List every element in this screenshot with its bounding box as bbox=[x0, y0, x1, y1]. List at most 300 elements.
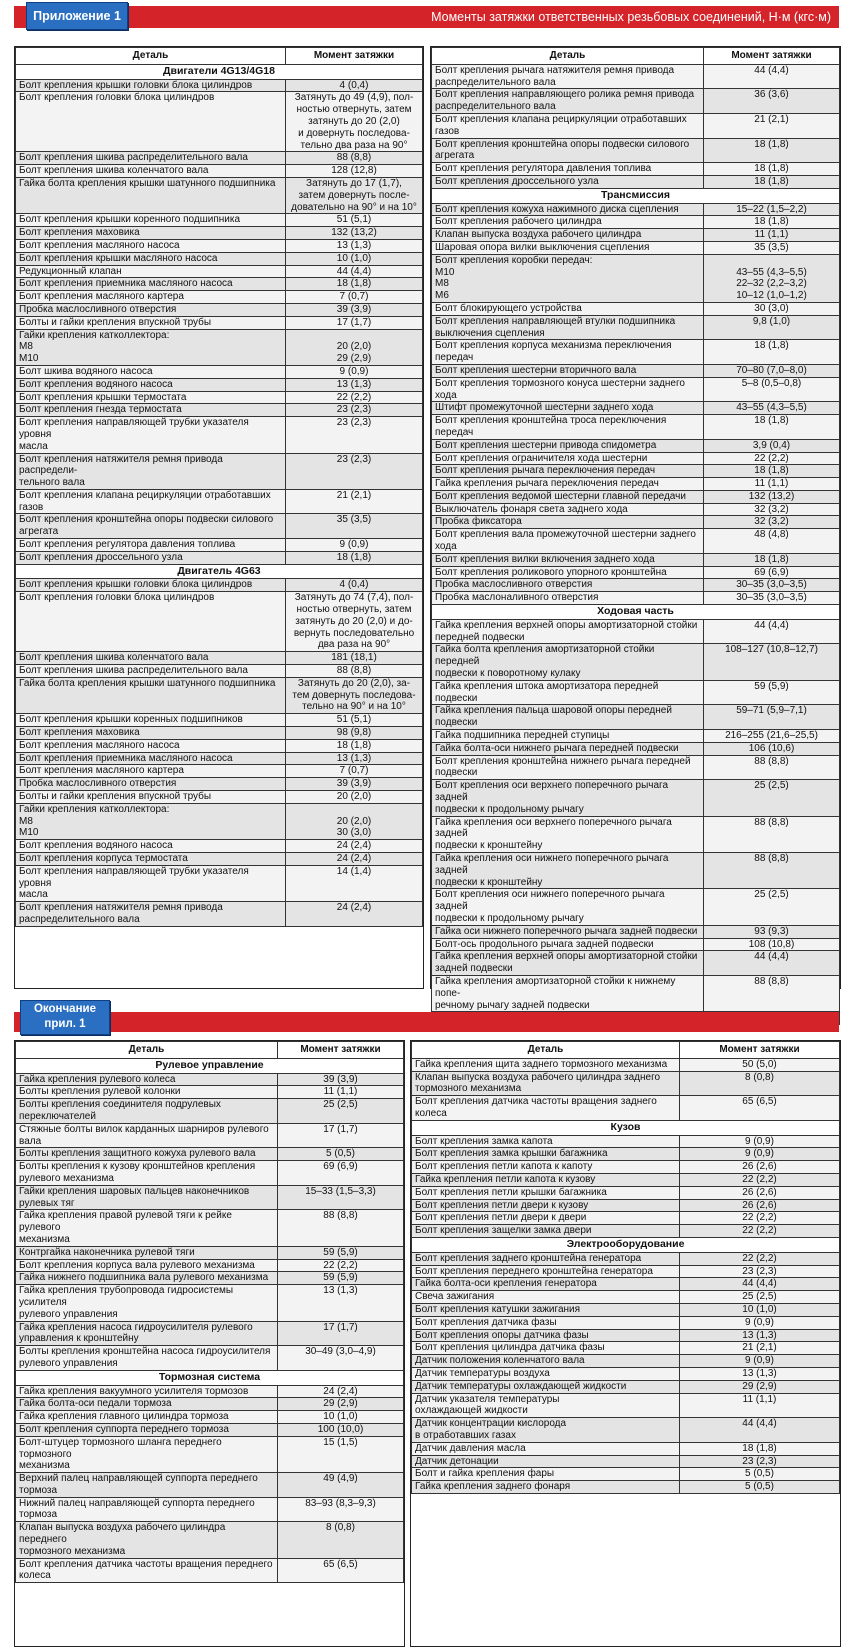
table-engines bbox=[14, 46, 424, 989]
torque-value: 23 (2,3) bbox=[286, 404, 423, 417]
table-row bbox=[412, 1316, 840, 1329]
section-title: Ходовая часть bbox=[432, 605, 840, 620]
table-row bbox=[16, 714, 423, 727]
table-row bbox=[16, 489, 423, 514]
table-row bbox=[16, 265, 423, 278]
part-name: Болт крепления рабочего цилиндра bbox=[432, 216, 704, 229]
table-row bbox=[412, 1380, 840, 1393]
torque-value: 18 (1,8) bbox=[704, 163, 840, 176]
part-name: Гайка болта-оси нижнего рычага передней подвески bbox=[432, 742, 704, 755]
part-name: Болт крепления приемника масляного насоса bbox=[16, 278, 286, 291]
torque-value: 30–35 (3,0–3,5) bbox=[704, 579, 840, 592]
torque-value: 13 (1,3) bbox=[278, 1285, 404, 1321]
part-name: Болт крепления регулятора давления топлива bbox=[432, 163, 704, 176]
continuation-header-bar bbox=[14, 1012, 839, 1032]
part-name: Болт крепления регулятора давления топлива bbox=[16, 539, 286, 552]
torque-value: 22 (2,2) bbox=[278, 1259, 404, 1272]
table-row bbox=[432, 644, 840, 680]
torque-value: 10 (1,0) bbox=[680, 1303, 840, 1316]
torque-value: 11 (1,1) bbox=[680, 1393, 840, 1418]
part-name: Болт крепления шестерни привода спидометра bbox=[432, 439, 704, 452]
torque-value: 132 (13,2) bbox=[704, 490, 840, 503]
appendix-title: Моменты затяжки ответственных резьбовых соединений, Н·м (кгс·м) bbox=[431, 10, 831, 24]
torque-value: 9 (0,9) bbox=[680, 1355, 840, 1368]
torque-value: 4 (0,4) bbox=[286, 579, 423, 592]
part-name: Болт крепления кронштейна нижнего рычага передней подвески bbox=[432, 755, 704, 780]
part-name: Болт крепления ограничителя хода шестерни bbox=[432, 452, 704, 465]
table-row bbox=[432, 951, 840, 976]
section-header-row bbox=[16, 564, 423, 579]
torque-value: 18 (1,8) bbox=[704, 553, 840, 566]
torque-value: 8 (0,8) bbox=[278, 1522, 404, 1558]
part-name: Болт крепления кронштейна троса переключения передач bbox=[432, 415, 704, 440]
table-row bbox=[432, 853, 840, 889]
section-header-row bbox=[412, 1120, 840, 1135]
torque-value: 9 (0,9) bbox=[286, 539, 423, 552]
part-name: Пробка маслосливного отверстия bbox=[432, 579, 704, 592]
part-name: Болт крепления кронштейна опоры подвески силового агрегата bbox=[16, 514, 286, 539]
torque-value: 51 (5,1) bbox=[286, 714, 423, 727]
torque-value: 88 (8,8) bbox=[704, 853, 840, 889]
table-row bbox=[412, 1135, 840, 1148]
torque-value: 30 (3,0) bbox=[704, 302, 840, 315]
table-row bbox=[16, 1497, 404, 1522]
torque-value: 4 (0,4) bbox=[286, 79, 423, 92]
part-name: Болт крепления катушки зажигания bbox=[412, 1303, 680, 1316]
table-row bbox=[16, 291, 423, 304]
table-row bbox=[16, 1246, 404, 1259]
torque-value: 15–33 (1,5–3,3) bbox=[278, 1185, 404, 1210]
part-name: Стяжные болты вилок карданных шарниров рулевого вала bbox=[16, 1123, 278, 1148]
part-name: Болт крепления заднего кронштейна генератора bbox=[412, 1252, 680, 1265]
part-name: Болт-штуцер тормозного шланга переднего тормозного механизма bbox=[16, 1436, 278, 1472]
torque-value: 13 (1,3) bbox=[286, 752, 423, 765]
table-row bbox=[16, 1086, 404, 1099]
table-row bbox=[16, 727, 423, 740]
part-name: Пробка маслоналивного отверстия bbox=[432, 592, 704, 605]
part-name: Датчик температуры охлаждающей жидкости bbox=[412, 1380, 680, 1393]
torque-value: 22 (2,2) bbox=[680, 1212, 840, 1225]
part-name: Болт и гайка крепления фары bbox=[412, 1468, 680, 1481]
table-row bbox=[432, 175, 840, 188]
table-row bbox=[432, 742, 840, 755]
part-name: Гайка крепления оси нижнего поперечного рычага задней подвески к кронштейну bbox=[432, 853, 704, 889]
table-row bbox=[16, 652, 423, 665]
table-row bbox=[16, 778, 423, 791]
part-name: Болт крепления петли капота к капоту bbox=[412, 1161, 680, 1174]
table-row bbox=[16, 803, 423, 839]
part-name: Болты и гайки крепления впускной трубы bbox=[16, 791, 286, 804]
torque-value: 30–49 (3,0–4,9) bbox=[278, 1346, 404, 1371]
table-row bbox=[432, 452, 840, 465]
torque-value: 17 (1,7) bbox=[278, 1123, 404, 1148]
torque-value: 18 (1,8) bbox=[704, 340, 840, 365]
table-row bbox=[432, 975, 840, 1011]
part-name: Гайка болта крепления крышки шатунного подшипника bbox=[16, 677, 286, 713]
part-name: Гайка крепления главного цилиндра тормоза bbox=[16, 1411, 278, 1424]
table-row bbox=[16, 752, 423, 765]
torque-value: 24 (2,4) bbox=[278, 1385, 404, 1398]
table-row bbox=[412, 1329, 840, 1342]
continuation-badge: Окончание прил. 1 bbox=[20, 1000, 110, 1035]
part-name: Болты крепления к кузову кронштейнов крепления рулевого механизма bbox=[16, 1161, 278, 1186]
column-header-part: Деталь bbox=[16, 1042, 278, 1059]
table-row bbox=[16, 365, 423, 378]
part-name: Болт-ось продольного рычага задней подвески bbox=[432, 938, 704, 951]
table-row bbox=[432, 579, 840, 592]
torque-value: 44 (4,4) bbox=[286, 265, 423, 278]
table-row bbox=[432, 889, 840, 925]
table-row bbox=[16, 551, 423, 564]
table-row bbox=[16, 378, 423, 391]
table-row bbox=[16, 1148, 404, 1161]
part-name: Болт крепления шкива распределительного вала bbox=[16, 665, 286, 678]
torque-value: 25 (2,5) bbox=[680, 1291, 840, 1304]
table-row bbox=[16, 278, 423, 291]
torque-value: 11 (1,1) bbox=[704, 478, 840, 491]
part-name: Штифт промежуточной шестерни заднего хода bbox=[432, 402, 704, 415]
torque-value: 108–127 (10,8–12,7) bbox=[704, 644, 840, 680]
table-row bbox=[16, 1285, 404, 1321]
torque-value: 14 (1,4) bbox=[286, 865, 423, 901]
part-name: Болт крепления головки блока цилиндров bbox=[16, 592, 286, 652]
section-header-row bbox=[432, 188, 840, 203]
torque-value: 23 (2,3) bbox=[286, 453, 423, 489]
torque-value: 29 (2,9) bbox=[680, 1380, 840, 1393]
appendix-badge: Приложение 1 bbox=[26, 2, 128, 30]
table-row bbox=[16, 514, 423, 539]
part-name: Редукционный клапан bbox=[16, 265, 286, 278]
table-row bbox=[16, 1161, 404, 1186]
torque-value: 93 (9,3) bbox=[704, 925, 840, 938]
part-name: Болт крепления оси нижнего поперечного рычага задней подвески к продольному рычагу bbox=[432, 889, 704, 925]
part-name: Болт крепления защелки замка двери bbox=[412, 1225, 680, 1238]
table-row bbox=[16, 1558, 404, 1583]
section-header-row bbox=[412, 1237, 840, 1252]
table-row bbox=[432, 364, 840, 377]
part-name: Свеча зажигания bbox=[412, 1291, 680, 1304]
torque-value: 25 (2,5) bbox=[704, 780, 840, 816]
part-name: Болт крепления корпуса термостата bbox=[16, 853, 286, 866]
table-row bbox=[432, 619, 840, 644]
table-row bbox=[16, 92, 423, 152]
torque-value: 13 (1,3) bbox=[680, 1367, 840, 1380]
torque-value: 24 (2,4) bbox=[286, 853, 423, 866]
section-title: Рулевое управление bbox=[16, 1058, 404, 1073]
part-name: Болт крепления оси верхнего поперечного рычага задней подвески к продольному рычагу bbox=[432, 780, 704, 816]
part-name: Болт крепления кожуха нажимного диска сцепления bbox=[432, 203, 704, 216]
part-name: Болт крепления направляющей втулки подшипника выключения сцепления bbox=[432, 315, 704, 340]
table-row bbox=[432, 241, 840, 254]
table-row bbox=[16, 252, 423, 265]
table-row bbox=[412, 1393, 840, 1418]
table-row bbox=[432, 592, 840, 605]
torque-value: 44 (4,4) bbox=[680, 1418, 840, 1443]
section-title: Кузов bbox=[412, 1120, 840, 1135]
table-row bbox=[16, 1522, 404, 1558]
part-name: Болт блокирующего устройства bbox=[432, 302, 704, 315]
part-name: Гайка нижнего подшипника вала рулевого механизма bbox=[16, 1272, 278, 1285]
part-name: Датчик детонации bbox=[412, 1455, 680, 1468]
table-row bbox=[16, 316, 423, 329]
part-name: Выключатель фонаря света заднего хода bbox=[432, 503, 704, 516]
section-title: Трансмиссия bbox=[432, 188, 840, 203]
table-row bbox=[16, 239, 423, 252]
table-row bbox=[412, 1303, 840, 1316]
part-name: Болт крепления маховика bbox=[16, 727, 286, 740]
table-row bbox=[412, 1418, 840, 1443]
part-name: Болт крепления масляного картера bbox=[16, 765, 286, 778]
column-header-torque: Момент затяжки bbox=[680, 1042, 840, 1059]
torque-value: 22 (2,2) bbox=[680, 1173, 840, 1186]
table-row bbox=[412, 1148, 840, 1161]
torque-value: 8 (0,8) bbox=[680, 1071, 840, 1096]
table-row bbox=[16, 453, 423, 489]
torque-value: 18 (1,8) bbox=[704, 415, 840, 440]
part-name: Нижний палец направляющей суппорта переднего тормоза bbox=[16, 1497, 278, 1522]
table-row bbox=[16, 579, 423, 592]
section-title: Электрооборудование bbox=[412, 1237, 840, 1252]
torque-value: Затянуть до 17 (1,7), затем довернуть после- довательно на 90° и на 10° bbox=[286, 177, 423, 213]
table-row bbox=[412, 1367, 840, 1380]
torque-value: 59 (5,9) bbox=[278, 1272, 404, 1285]
table-row bbox=[16, 865, 423, 901]
torque-value: 88 (8,8) bbox=[704, 755, 840, 780]
table-row bbox=[16, 765, 423, 778]
part-name: Датчик давления масла bbox=[412, 1442, 680, 1455]
torque-value: 69 (6,9) bbox=[704, 566, 840, 579]
part-name: Болт крепления цилиндра датчика фазы bbox=[412, 1342, 680, 1355]
part-name: Болт крепления приемника масляного насоса bbox=[16, 752, 286, 765]
part-name: Гайка крепления насоса гидроусилителя рулевого управления к кронштейну bbox=[16, 1321, 278, 1346]
section-header-row bbox=[16, 1370, 404, 1385]
torque-value: 23 (2,3) bbox=[680, 1455, 840, 1468]
part-name: Гайка крепления правой рулевой тяги к рейке рулевого механизма bbox=[16, 1210, 278, 1246]
part-name: Гайка крепления амортизаторной стойки к нижнему попе- речному рычагу задней подвески bbox=[432, 975, 704, 1011]
table-row bbox=[16, 1473, 404, 1498]
torque-value: 69 (6,9) bbox=[278, 1161, 404, 1186]
table-row bbox=[16, 592, 423, 652]
part-name: Клапан выпуска воздуха рабочего цилиндра заднего тормозного механизма bbox=[412, 1071, 680, 1096]
torque-value: 32 (3,2) bbox=[704, 516, 840, 529]
torque-value: 48 (4,8) bbox=[704, 529, 840, 554]
torque-value: 18 (1,8) bbox=[704, 138, 840, 163]
part-name: Болт крепления петли двери к двери bbox=[412, 1212, 680, 1225]
part-name: Пробка маслосливного отверстия bbox=[16, 778, 286, 791]
part-name: Болт крепления направляющего ролика ремня привода распределительного вала bbox=[432, 89, 704, 114]
torque-value: 39 (3,9) bbox=[278, 1073, 404, 1086]
table-row bbox=[16, 417, 423, 453]
torque-value: 44 (4,4) bbox=[680, 1278, 840, 1291]
part-name: Гайка оси нижнего поперечного рычага задней подвески bbox=[432, 925, 704, 938]
table-row bbox=[412, 1442, 840, 1455]
table-row bbox=[432, 439, 840, 452]
part-name: Гайка крепления вакуумного усилителя тормозов bbox=[16, 1385, 278, 1398]
torque-value: 21 (2,1) bbox=[704, 113, 840, 138]
torque-value: 39 (3,9) bbox=[286, 303, 423, 316]
torque-value: 7 (0,7) bbox=[286, 765, 423, 778]
part-name: Болт крепления водяного насоса bbox=[16, 840, 286, 853]
part-name: Болт шкива водяного насоса bbox=[16, 365, 286, 378]
table-row bbox=[432, 938, 840, 951]
torque-value: 50 (5,0) bbox=[680, 1058, 840, 1071]
part-name: Болт крепления ведомой шестерни главной передачи bbox=[432, 490, 704, 503]
torque-value: 39 (3,9) bbox=[286, 778, 423, 791]
torque-value: 22 (2,2) bbox=[286, 391, 423, 404]
torque-value: 181 (18,1) bbox=[286, 652, 423, 665]
torque-value: 18 (1,8) bbox=[286, 551, 423, 564]
part-name: Датчик указателя температуры охлаждающей жидкости bbox=[412, 1393, 680, 1418]
table-row bbox=[16, 79, 423, 92]
torque-value: Затянуть до 20 (2,0), за- тем довернуть последова- тельно на 90° и на 10° bbox=[286, 677, 423, 713]
part-name: Болт крепления шкива распределительного вала bbox=[16, 152, 286, 165]
part-name: Болт крепления крышки головки блока цилиндров bbox=[16, 79, 286, 92]
table-row bbox=[16, 539, 423, 552]
table-row bbox=[432, 503, 840, 516]
table-row bbox=[16, 840, 423, 853]
torque-value: 20 (2,0) bbox=[286, 791, 423, 804]
part-name: Болты крепления соединителя подрулевых переключателей bbox=[16, 1099, 278, 1124]
torque-value: 44 (4,4) bbox=[704, 619, 840, 644]
part-name: Болт крепления корпуса механизма переключения передач bbox=[432, 340, 704, 365]
table-steering-brakes bbox=[14, 1040, 405, 1647]
torque-value: 17 (1,7) bbox=[278, 1321, 404, 1346]
table-row bbox=[16, 214, 423, 227]
torque-value: 18 (1,8) bbox=[704, 175, 840, 188]
part-name: Болт крепления масляного картера bbox=[16, 291, 286, 304]
table-row bbox=[412, 1212, 840, 1225]
part-name: Болт крепления петли двери к кузову bbox=[412, 1199, 680, 1212]
part-name: Болты крепления рулевой колонки bbox=[16, 1086, 278, 1099]
torque-value: 29 (2,9) bbox=[278, 1398, 404, 1411]
table-row bbox=[432, 925, 840, 938]
table-row bbox=[412, 1071, 840, 1096]
table-row bbox=[432, 465, 840, 478]
part-name: Гайка крепления штока амортизатора передней подвески bbox=[432, 680, 704, 705]
torque-value: Затянуть до 74 (7,4), пол- ностью отвернуть, затем затянуть до 20 (2,0) и до- вернуть последовательно два раза на 90° bbox=[286, 592, 423, 652]
torque-value: 22 (2,2) bbox=[680, 1252, 840, 1265]
table-row bbox=[16, 1259, 404, 1272]
part-name: Гайка крепления верхней опоры амортизаторной стойки задней подвески bbox=[432, 951, 704, 976]
part-name: Болт крепления коробки передач: M10 M8 M6 bbox=[432, 254, 704, 302]
torque-value: 5 (0,5) bbox=[278, 1148, 404, 1161]
torque-value: 44 (4,4) bbox=[704, 64, 840, 89]
torque-value: 10 (1,0) bbox=[278, 1411, 404, 1424]
part-name: Болт крепления шкива коленчатого вала bbox=[16, 165, 286, 178]
torque-value: 24 (2,4) bbox=[286, 840, 423, 853]
table-row bbox=[432, 89, 840, 114]
part-name: Болт крепления крышки термостата bbox=[16, 391, 286, 404]
torque-value: 100 (10,0) bbox=[278, 1423, 404, 1436]
torque-value: 21 (2,1) bbox=[286, 489, 423, 514]
table-row bbox=[412, 1278, 840, 1291]
torque-value: 25 (2,5) bbox=[278, 1099, 404, 1124]
part-name: Болт крепления водяного насоса bbox=[16, 378, 286, 391]
table-row bbox=[16, 177, 423, 213]
torque-value: 43–55 (4,3–5,5) 22–32 (2,2–3,2) 10–12 (1,0–1,2) bbox=[704, 254, 840, 302]
part-name: Гайка крепления оси верхнего поперечного рычага задней подвески к кронштейну bbox=[432, 816, 704, 852]
torque-value: 88 (8,8) bbox=[286, 152, 423, 165]
table-row bbox=[16, 303, 423, 316]
part-name: Гайка крепления петли капота к кузову bbox=[412, 1173, 680, 1186]
part-name: Болт крепления клапана рециркуляции отработавших газов bbox=[432, 113, 704, 138]
table-row bbox=[432, 705, 840, 730]
torque-value: 13 (1,3) bbox=[286, 239, 423, 252]
table-row bbox=[412, 1291, 840, 1304]
table-row bbox=[432, 780, 840, 816]
torque-value: 9,8 (1,0) bbox=[704, 315, 840, 340]
part-name: Пробка фиксатора bbox=[432, 516, 704, 529]
part-name: Болт крепления натяжителя ремня привода распределительного вала bbox=[16, 902, 286, 927]
torque-value: 51 (5,1) bbox=[286, 214, 423, 227]
table-row bbox=[432, 254, 840, 302]
part-name: Болт крепления натяжителя ремня привода распредели- тельного вала bbox=[16, 453, 286, 489]
part-name: Болт крепления рычага переключения передач bbox=[432, 465, 704, 478]
part-name: Болт крепления гнезда термостата bbox=[16, 404, 286, 417]
torque-value: 9 (0,9) bbox=[286, 365, 423, 378]
table-row bbox=[432, 516, 840, 529]
torque-value: 21 (2,1) bbox=[680, 1342, 840, 1355]
part-name: Болт крепления переднего кронштейна генератора bbox=[412, 1265, 680, 1278]
table-row bbox=[16, 1099, 404, 1124]
part-name: Болт крепления крышки коренных подшипников bbox=[16, 714, 286, 727]
part-name: Гайка болта-оси педали тормоза bbox=[16, 1398, 278, 1411]
table-row bbox=[16, 1210, 404, 1246]
part-name: Клапан выпуска воздуха рабочего цилиндра переднего тормозного механизма bbox=[16, 1522, 278, 1558]
torque-value: 26 (2,6) bbox=[680, 1161, 840, 1174]
table-row bbox=[412, 1481, 840, 1494]
torque-value: 18 (1,8) bbox=[704, 216, 840, 229]
torque-value: 32 (3,2) bbox=[704, 503, 840, 516]
table-row bbox=[432, 302, 840, 315]
torque-value: 5–8 (0,5–0,8) bbox=[704, 377, 840, 402]
part-name: Болт крепления вилки включения заднего хода bbox=[432, 553, 704, 566]
part-name: Болт крепления корпуса вала рулевого механизма bbox=[16, 1259, 278, 1272]
part-name: Болт крепления рычага натяжителя ремня привода распределительного вала bbox=[432, 64, 704, 89]
torque-value: 9 (0,9) bbox=[680, 1135, 840, 1148]
torque-value: 88 (8,8) bbox=[286, 665, 423, 678]
table-row bbox=[16, 165, 423, 178]
part-name: Датчик температуры воздуха bbox=[412, 1367, 680, 1380]
column-header-part: Деталь bbox=[412, 1042, 680, 1059]
part-name: Болт крепления дроссельного узла bbox=[432, 175, 704, 188]
table-row bbox=[432, 64, 840, 89]
part-name: Болт крепления датчика фазы bbox=[412, 1316, 680, 1329]
torque-value: 30–35 (3,0–3,5) bbox=[704, 592, 840, 605]
part-name: Болт крепления суппорта переднего тормоза bbox=[16, 1423, 278, 1436]
table-row bbox=[432, 553, 840, 566]
part-name: Болт крепления масляного насоса bbox=[16, 239, 286, 252]
torque-value: 13 (1,3) bbox=[680, 1329, 840, 1342]
table-body-electrical bbox=[410, 1040, 841, 1647]
table-row bbox=[412, 1186, 840, 1199]
part-name: Болт крепления датчика частоты вращения переднего колеса bbox=[16, 1558, 278, 1583]
torque-value: 24 (2,4) bbox=[286, 902, 423, 927]
part-name: Гайки крепления катколлектора: M8 M10 bbox=[16, 803, 286, 839]
column-header-torque: Момент затяжки bbox=[286, 48, 423, 65]
part-name: Гайка болта крепления крышки шатунного подшипника bbox=[16, 177, 286, 213]
table-row bbox=[432, 490, 840, 503]
table-row bbox=[432, 315, 840, 340]
table-row bbox=[16, 1436, 404, 1472]
part-name: Болт крепления роликового упорного кронштейна bbox=[432, 566, 704, 579]
part-name: Болт крепления замка капота bbox=[412, 1135, 680, 1148]
part-name: Болт крепления петли крышки багажника bbox=[412, 1186, 680, 1199]
table-row bbox=[432, 529, 840, 554]
table-row bbox=[16, 329, 423, 365]
torque-value: 10 (1,0) bbox=[286, 252, 423, 265]
torque-value: 17 (1,7) bbox=[286, 316, 423, 329]
